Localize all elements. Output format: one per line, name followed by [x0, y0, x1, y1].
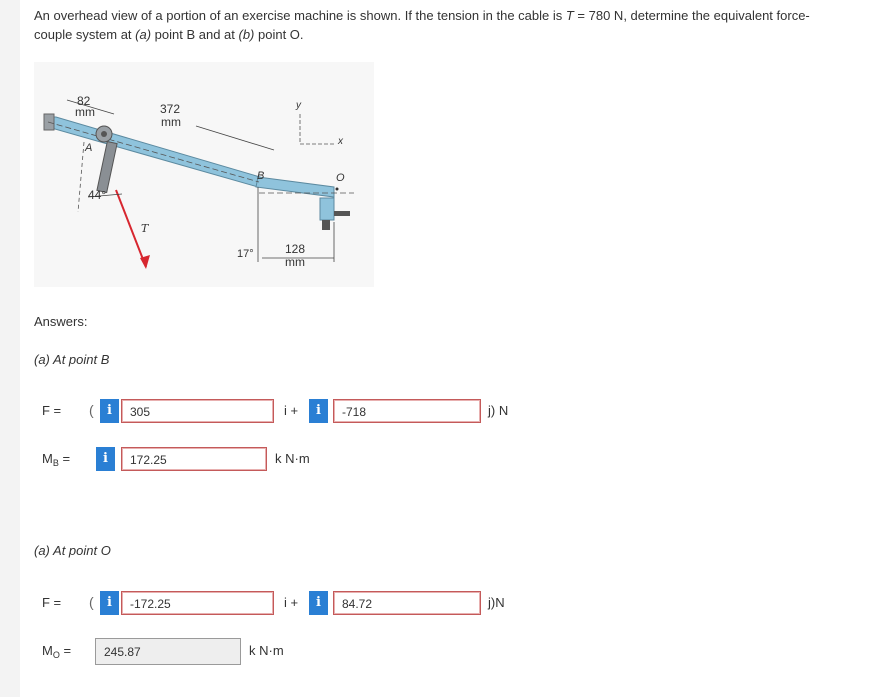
dim-82-unit: mm	[75, 105, 95, 119]
part-a-i-unit: i +	[284, 403, 299, 418]
part-a-fy-info-icon[interactable]: i	[309, 399, 328, 423]
part-b-fy-info-icon[interactable]: i	[309, 591, 328, 615]
part-b-fx-input[interactable]: -172.25	[121, 591, 274, 615]
part-a-moment-unit: k N·m	[275, 451, 310, 466]
part-b-moment-unit: k N·m	[249, 643, 284, 658]
part-a-force-label: F =	[42, 403, 62, 418]
question-text: An overhead view of a portion of an exercise machine is shown. If the tension in the cable is T = 780 N, determine the equivalent force- couple system at (a) point B and at (b) point O.	[34, 8, 810, 42]
part-b-fy-input[interactable]: 84.72	[333, 591, 481, 615]
part-a-heading: (a) At point B	[34, 352, 110, 367]
label-t: T	[141, 222, 149, 235]
part-a-moment-label: $M_B$ =	[42, 451, 71, 468]
left-margin-bar	[0, 0, 20, 697]
part-b-force-label: F =	[42, 595, 62, 610]
part-a-fy-input[interactable]: -718	[333, 399, 481, 423]
part-a-open-paren: (	[89, 402, 94, 418]
part-a-m-info-icon[interactable]: i	[96, 447, 115, 471]
part-a-fx-input[interactable]: 305	[121, 399, 274, 423]
part-b-j-unit: j)N	[488, 595, 505, 610]
axis-x-label: x	[338, 136, 343, 147]
dim-128-label: 128	[285, 242, 306, 256]
part-b-moment-label: $M_O$ =	[42, 643, 72, 660]
part-b-moment-input[interactable]: 245.87	[95, 638, 241, 665]
bar-centerline	[48, 122, 259, 182]
angle-44-label: 44°	[88, 188, 107, 202]
axis-y-label: y	[296, 100, 301, 111]
angle-17-label: 17°	[237, 248, 254, 260]
dim-372-unit: mm	[161, 115, 181, 129]
part-a-moment-input[interactable]: 172.25	[121, 447, 267, 471]
part-b-open-paren: (	[89, 594, 94, 610]
part-a-fx-info-icon[interactable]: i	[100, 399, 119, 423]
label-b: B	[257, 170, 265, 182]
part-b-i-unit: i +	[284, 595, 299, 610]
dim-82-label: 82	[77, 94, 91, 108]
bar-lower-segment	[256, 177, 334, 197]
dim-372-label: 372	[160, 102, 181, 116]
part-b-fx-info-icon[interactable]: i	[100, 591, 119, 615]
cable-assembly	[97, 142, 117, 193]
label-a: A	[85, 142, 93, 154]
answers-heading: Answers:	[34, 314, 88, 329]
label-o: O	[336, 172, 345, 184]
part-b-heading: (a) At point O	[34, 543, 111, 558]
dim-128-unit: mm	[285, 255, 305, 269]
end-block	[320, 198, 334, 220]
exercise-machine-figure	[34, 62, 374, 287]
part-a-j-unit: j) N	[488, 403, 509, 418]
